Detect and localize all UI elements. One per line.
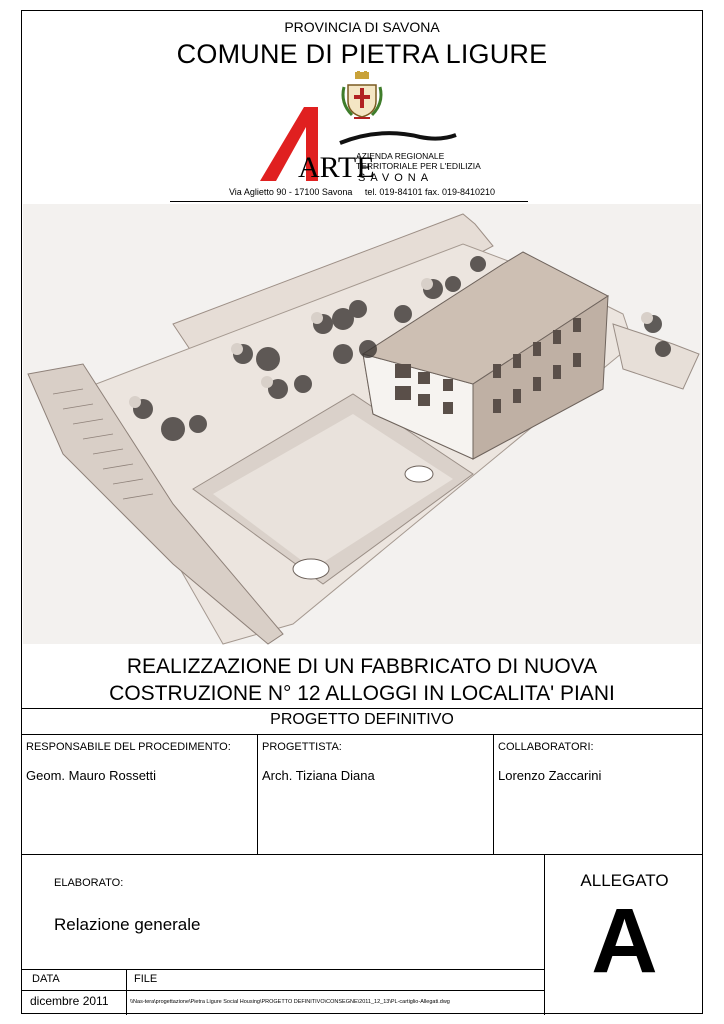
divider-phase bbox=[22, 734, 702, 735]
province-label: PROVINCIA DI SAVONA bbox=[284, 19, 440, 35]
progettista-name: Arch. Tiziana Diana bbox=[262, 768, 375, 783]
architectural-rendering bbox=[23, 204, 701, 644]
title-sheet bbox=[21, 10, 703, 1014]
address-text: Via Aglietto 90 - 17100 Savona bbox=[228, 187, 353, 197]
responsabile-name: Geom. Mauro Rossetti bbox=[26, 768, 157, 783]
comune-title: COMUNE DI PIETRA LIGURE bbox=[176, 39, 548, 69]
collaboratori-name: Lorenzo Zaccarini bbox=[498, 768, 602, 783]
divider-footer-top bbox=[22, 969, 544, 970]
logo-divider bbox=[170, 201, 528, 202]
organization-address bbox=[22, 187, 702, 197]
divider-title bbox=[22, 708, 702, 709]
elaborato-label: ELABORATO: bbox=[54, 877, 124, 889]
allegato-value: A bbox=[591, 890, 658, 992]
logo-letters: ARTE bbox=[298, 151, 375, 184]
collaboratori-label: COLLABORATORI: bbox=[498, 741, 594, 753]
elaborato-value: Relazione generale bbox=[54, 915, 201, 934]
divider-roles bbox=[22, 854, 702, 855]
logo-line-3: SAVONA bbox=[358, 172, 434, 184]
project-title-line-1: REALIZZAZIONE DI UN FABBRICATO DI NUOVA bbox=[126, 655, 598, 678]
allegato-label: ALLEGATO bbox=[580, 871, 669, 890]
project-title bbox=[22, 653, 702, 707]
divider-footer-mid bbox=[22, 990, 544, 991]
arte-logo bbox=[260, 105, 481, 184]
project-phase: PROGETTO DEFINITIVO bbox=[270, 711, 454, 728]
progettista-label: PROGETTISTA: bbox=[262, 741, 342, 753]
logo-line-1: AZIENDA REGIONALE bbox=[356, 151, 445, 161]
data-value: dicembre 2011 bbox=[30, 994, 109, 1008]
responsabile-label: RESPONSABILE DEL PROCEDIMENTO: bbox=[26, 741, 231, 753]
file-path: \\Nas-tera\progettazione\Pietra Ligure Social Housing\PROGETTO DEFINITIVO\CONSEGNE\2011_12_13\PL-cartiglio-Allegati.dwg bbox=[130, 999, 450, 1005]
divider-role-1 bbox=[257, 734, 258, 854]
file-label: FILE bbox=[134, 973, 158, 985]
divider-data-file bbox=[126, 969, 127, 1015]
divider-role-2 bbox=[493, 734, 494, 854]
logo-line-2: TERRITORIALE PER L'EDILIZIA bbox=[356, 161, 481, 171]
contacts-text: tel. 019-84101 fax. 019-8410210 bbox=[364, 187, 496, 197]
data-label: DATA bbox=[32, 973, 60, 985]
project-title-line-2: COSTRUZIONE N° 12 ALLOGGI IN LOCALITA' PIANI bbox=[109, 682, 615, 705]
